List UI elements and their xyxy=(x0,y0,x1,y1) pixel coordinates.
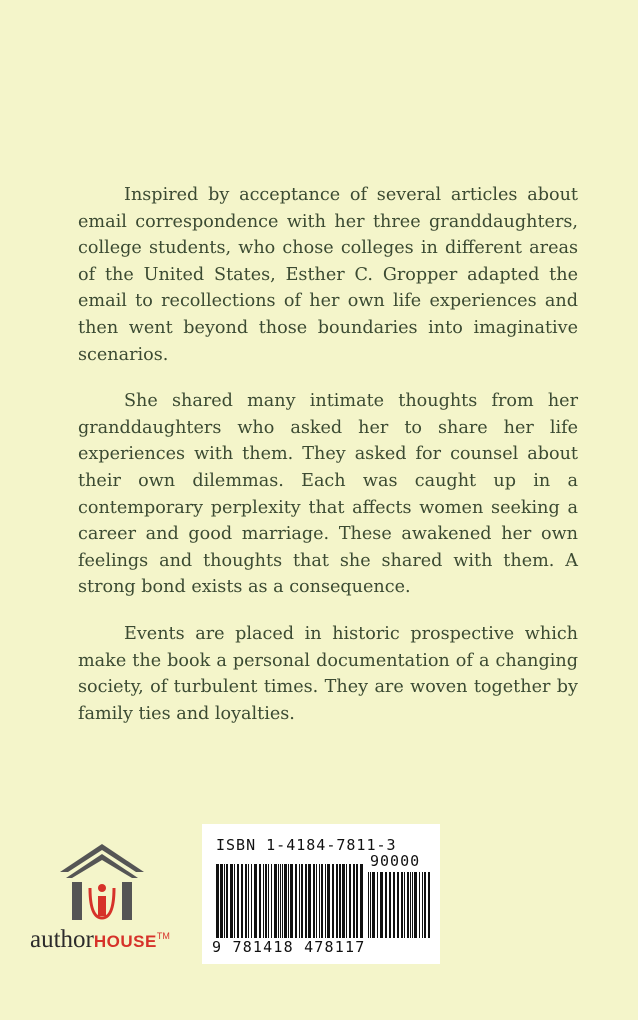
barcode-bar xyxy=(245,864,247,938)
publisher-logo xyxy=(30,838,200,958)
barcode-bar xyxy=(389,872,391,938)
barcode-bar xyxy=(385,872,387,938)
barcode-bar xyxy=(339,864,341,938)
barcode-bar xyxy=(419,872,420,938)
barcode-bar xyxy=(224,864,225,938)
barcode-bar xyxy=(248,864,249,938)
barcode-bar xyxy=(321,864,323,938)
barcode-bar xyxy=(274,864,277,938)
barcode-bar xyxy=(280,864,281,938)
barcode-bar xyxy=(342,864,345,938)
barcode-bars-main xyxy=(216,864,364,938)
barcode-bar xyxy=(325,864,326,938)
barcode-bar xyxy=(380,872,383,938)
barcode-bar xyxy=(216,864,219,938)
barcode-bar xyxy=(316,864,317,938)
barcode-bar xyxy=(397,872,399,938)
barcode-bar xyxy=(290,864,293,938)
barcode-bar xyxy=(368,872,369,938)
barcode-bar xyxy=(305,864,307,938)
barcode-bar xyxy=(377,872,378,938)
barcode-bar xyxy=(393,872,395,938)
barcode-bar xyxy=(265,864,267,938)
barcode-bar xyxy=(372,872,375,938)
isbn-barcode xyxy=(202,824,440,964)
barcode-bar xyxy=(268,864,269,938)
barcode-bar xyxy=(234,864,235,938)
barcode-bar xyxy=(401,872,403,938)
barcode-bar xyxy=(410,872,411,938)
barcode-bar xyxy=(299,864,300,938)
barcode-bar xyxy=(353,864,355,938)
barcode-bar xyxy=(295,864,297,938)
barcode-bar xyxy=(424,872,426,938)
barcode-bar xyxy=(308,864,311,938)
barcode-bar xyxy=(271,864,272,938)
barcode-bar xyxy=(284,864,287,938)
wordmark-trademark: TM xyxy=(156,931,170,941)
barcode-bar xyxy=(220,864,223,938)
barcode-bar xyxy=(226,864,228,938)
barcode-bar xyxy=(412,872,413,938)
wordmark-house: HOUSE xyxy=(93,932,157,951)
barcode-bar xyxy=(313,864,315,938)
barcode-bar xyxy=(254,864,257,938)
barcode-bar xyxy=(237,864,239,938)
barcode-bar xyxy=(360,864,363,938)
barcode-bar xyxy=(356,864,358,938)
barcode-bar xyxy=(241,864,243,938)
barcode-bar xyxy=(336,864,338,938)
barcode-bar xyxy=(349,864,351,938)
blurb-paragraph-1: Inspired by acceptance of several articles about email correspondence with her three granddaughters, college students, who chose colleges in different areas of the United States, Esther C. Gropper adapted the email to recollections of her own life experiences and then went beyond those boundaries into imaginative scenarios. xyxy=(78,185,578,365)
barcode-bar xyxy=(332,864,334,938)
barcode-bar xyxy=(414,872,417,938)
barcode-bar xyxy=(422,872,423,938)
blurb-paragraph-3: Events are placed in historic prospective which make the book a personal documentation of a changing society, of turbulent times. They are woven together by family ties and loyalties. xyxy=(78,623,578,724)
blurb-paragraph-2: She shared many intimate thoughts from her granddaughters who asked her to share her life experiences with them. They asked for counsel about their own dilemmas. Each was caught up in a contemporary perplexity that affects women seeking a career and good marriage. These awakened her own feelings and thoughts that she shared with them. A strong bond exists as a consequence. xyxy=(78,391,578,598)
barcode-bar xyxy=(263,864,264,938)
barcode-bar xyxy=(230,864,233,938)
barcode-bars-addon xyxy=(368,872,432,938)
barcode-bar xyxy=(407,872,409,938)
barcode-bar xyxy=(327,864,330,938)
barcode-bar xyxy=(428,872,430,938)
barcode-bar xyxy=(370,872,371,938)
price-code: 90000 xyxy=(370,852,421,870)
ean-digits: 9 781418 478117 xyxy=(212,938,366,956)
publisher-wordmark xyxy=(30,926,170,954)
isbn-label: ISBN 1-4184-7811-3 xyxy=(216,836,397,854)
barcode-bar xyxy=(278,864,279,938)
barcode-bar xyxy=(288,864,289,938)
barcode-bar xyxy=(346,864,347,938)
barcode-bar xyxy=(404,872,405,938)
wordmark-author: author xyxy=(30,926,94,953)
barcode-bar xyxy=(319,864,320,938)
barcode-bar xyxy=(251,864,252,938)
back-cover-blurb xyxy=(78,182,578,747)
barcode-bar xyxy=(282,864,283,938)
barcode-bar xyxy=(301,864,303,938)
barcode-bar xyxy=(259,864,261,938)
house-logo-icon xyxy=(54,838,150,922)
